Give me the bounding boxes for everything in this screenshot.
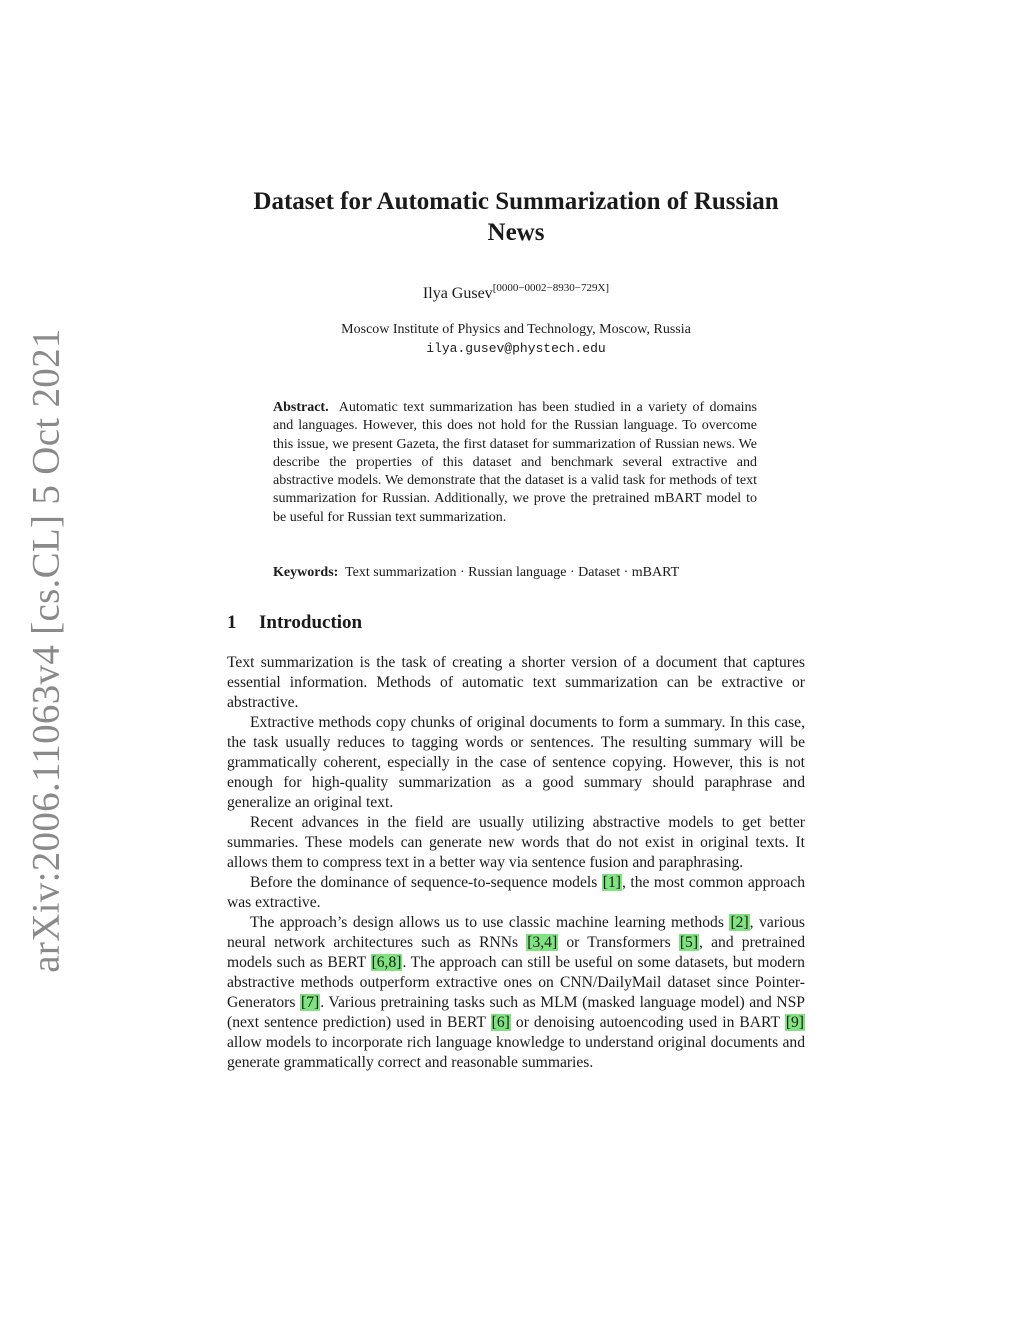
citation-link[interactable]: [7]	[301, 994, 320, 1011]
paragraph-5-text-e: . The approach can still be useful on some datasets, but modern abstractive methods outperform extractive ones on CNN/DailyMail dataset since Pointer-Generators	[227, 954, 805, 1011]
paragraph-2: Extractive methods copy chunks of original documents to form a summary. In this case, the task usually reduces to tagging words or sentences. The resulting summary will be grammatically coherent, especially in the case of sentence copying. However, this is not enough for high-quality summarization as a good summary should paraphrase and generalize an original text.	[227, 714, 805, 811]
paragraph-1: Text summarization is the task of creating a shorter version of a document that captures essential information. Methods of automatic text summarization can be extractive or abstractive.	[227, 654, 805, 711]
citation-link[interactable]: [3,4]	[527, 934, 558, 951]
affiliation-text: Moscow Institute of Physics and Technology, Moscow, Russia	[341, 322, 691, 337]
citation-link[interactable]: [9]	[785, 1014, 804, 1031]
keywords-text: Text summarization · Russian language · Dataset · mBART	[345, 565, 680, 580]
paragraph-5-text-f: . Various pretraining tasks such as MLM (masked language model) and NSP (next sentence prediction) used in BERT	[227, 994, 805, 1031]
paragraph-5-text-c: or Transformers	[558, 934, 679, 951]
arxiv-identifier-text: arXiv:2006.11063v4 [cs.CL] 5 Oct 2021	[24, 327, 68, 973]
paragraph-3: Recent advances in the field are usually utilizing abstractive models to get better summaries. These models can generate new words that do not exist in original texts. It allows them to compress text in a better way via sentence fusion and paraphrasing.	[227, 814, 805, 871]
section-number: 1	[227, 612, 237, 633]
citation-link[interactable]: [6,8]	[371, 954, 402, 971]
author-name: Ilya Gusev	[422, 285, 493, 302]
paragraph-5	[227, 913, 805, 1073]
abstract-block	[273, 399, 757, 527]
paragraph-5-text-h: allow models to incorporate rich language knowledge to understand original documents and generate grammatically correct and reasonable summaries.	[227, 1034, 805, 1071]
author-line	[227, 282, 805, 303]
paragraph-5-text-d: , and pretrained models such as BERT	[227, 934, 806, 971]
citation-link[interactable]: [6]	[491, 1014, 510, 1031]
paragraph-5-text-b: , various neural network architectures such as RNNs	[227, 914, 806, 951]
keywords-block	[273, 564, 757, 582]
abstract-label: Abstract.	[273, 400, 329, 415]
citation-link[interactable]: [2]	[730, 914, 749, 931]
author-orcid: [0000−0002−8930−729X]	[492, 282, 610, 294]
citation-link[interactable]: [5]	[679, 934, 699, 951]
author-email[interactable]: ilya.gusev@phystech.edu	[426, 341, 606, 356]
paragraph-4-text-a: Before the dominance of sequence-to-sequence models	[250, 874, 602, 891]
abstract-text: Automatic text summarization has been studied in a variety of domains and languages. However, this does not hold for the Russian language. To overcome this issue, we present Gazeta, the first dataset for summarization of Russian news. We describe the properties of this dataset and benchmark several extractive and abstractive models. We demonstrate that the dataset is a valid task for methods of text summarization for Russian. Additionally, we prove the pretrained mBART model to be useful for Russian text summarization.	[273, 400, 757, 525]
paper-title: Dataset for Automatic Summarization of Russian News	[253, 188, 779, 246]
section-heading-introduction	[227, 612, 805, 634]
paragraph-4-text-b: , the most common approach was extractive.	[227, 874, 805, 911]
paragraph-4	[227, 873, 805, 913]
keywords-label: Keywords:	[273, 565, 339, 580]
affiliation-block	[227, 320, 805, 358]
section-title: Introduction	[259, 612, 363, 633]
paragraph-5-text-g: or denoising autoencoding used in BART	[510, 1014, 785, 1031]
citation-link[interactable]: [1]	[602, 874, 621, 891]
arxiv-identifier-stamp	[24, 327, 68, 973]
introduction-body	[227, 653, 805, 1073]
paragraph-5-text-a: The approach’s design allows us to use classic machine learning methods	[250, 914, 730, 931]
